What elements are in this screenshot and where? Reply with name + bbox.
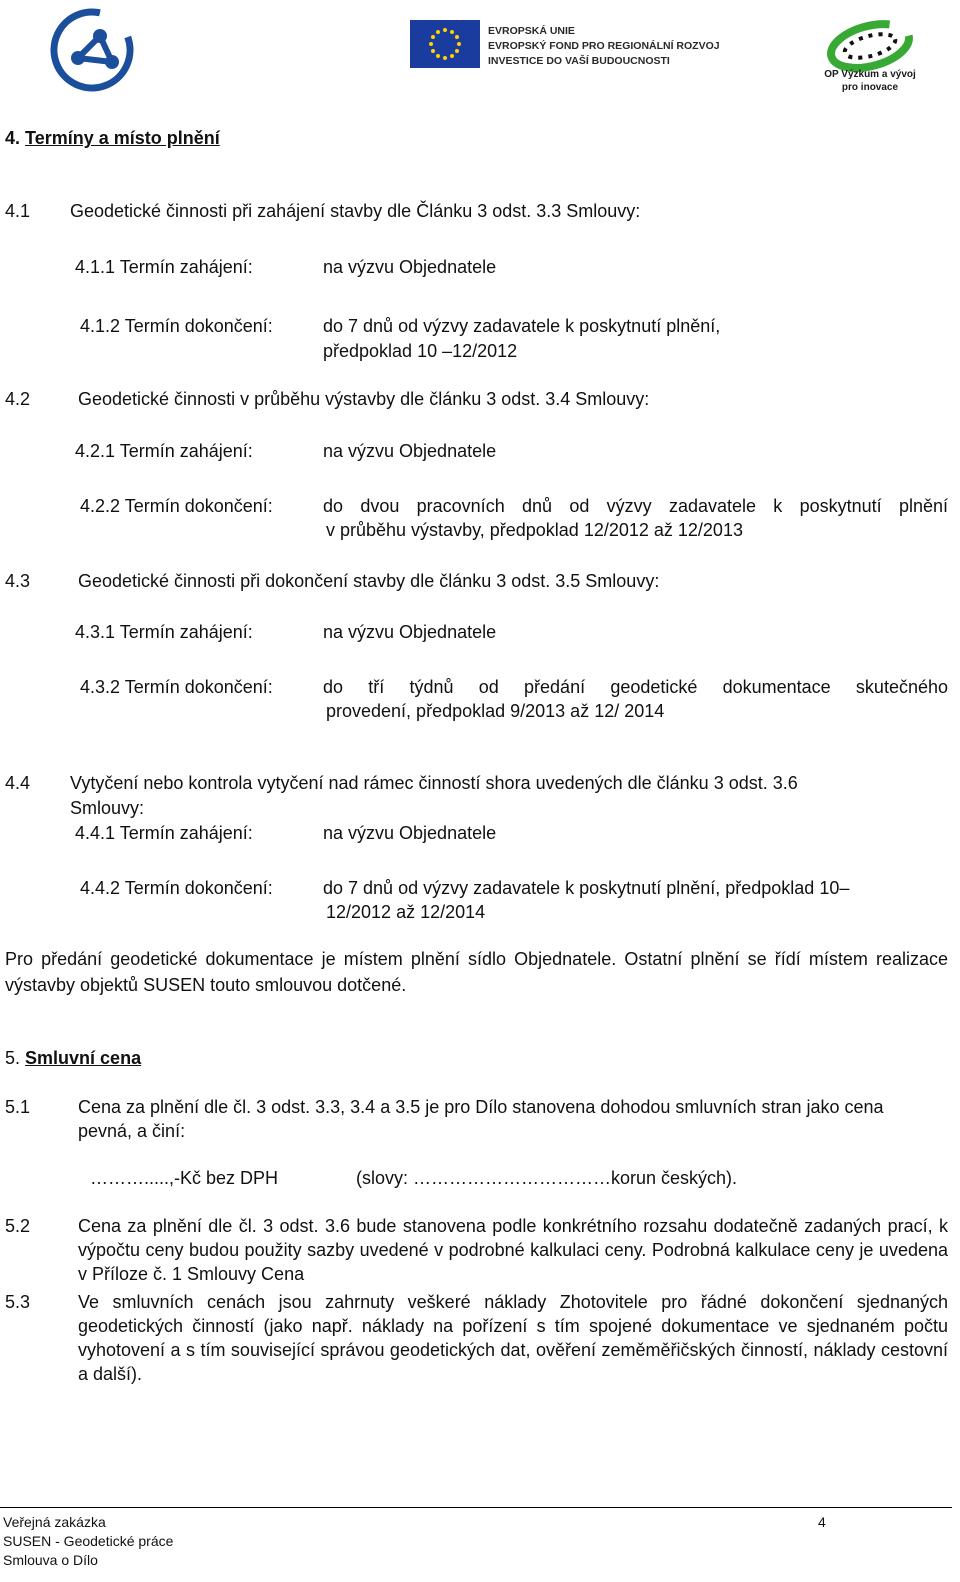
term-label: 4.4.2 Termín dokončení: bbox=[80, 878, 273, 898]
price-amount: ……….....,-Kč bez DPH bbox=[90, 1168, 279, 1188]
op-line: OP Výzkum a vývoj bbox=[824, 69, 916, 80]
place-of-performance: Pro předání geodetické dokumentace je místem plnění sídlo Objednatele. Ostatní plnění se řídí místem realizace výstavby objektů SUSEN touto smlouvou dotčené. bbox=[5, 949, 948, 995]
paragraph-text: Cena za plnění dle čl. 3 odst. 3.6 bude stanovena podle konkrétního rozsahu dodatečně zadaných prací, k výpočtu ceny budou použity sazby uvedené v podrobné kalkulaci ceny. Podrobná kalkulace ceny je uvedena v Příloze č. 1 Smlouvy Cena bbox=[78, 1216, 948, 1284]
op-vav-logo-icon bbox=[820, 14, 920, 74]
term-value: provedení, předpoklad 9/2013 až 12/ 2014 bbox=[326, 701, 665, 721]
term-value: do dvou pracovních dnů od výzvy zadavatele k poskytnutí plnění bbox=[323, 496, 948, 516]
paragraph-text: Geodetické činnosti při zahájení stavby dle Článku 3 odst. 3.3 Smlouvy: bbox=[70, 201, 641, 221]
term-value: do tří týdnů od předání geodetické dokumentace skutečného bbox=[323, 677, 948, 697]
paragraph-text: Cena za plnění dle čl. 3 odst. 3.3, 3.4 a 3.5 je pro Dílo stanovena dohodou smluvních stran jako cena pevná, a činí: bbox=[78, 1097, 884, 1141]
term-value: do 7 dnů od výzvy zadavatele k poskytnutí plnění, předpoklad 10– bbox=[323, 878, 850, 898]
section-title: Smluvní cena bbox=[25, 1048, 142, 1068]
eu-line: EVROPSKÁ UNIE bbox=[488, 25, 575, 37]
term-label: 4.1.1 Termín zahájení: bbox=[75, 257, 253, 277]
paragraph-number: 4.1 bbox=[5, 201, 31, 221]
footer-line: Veřejná zakázka bbox=[3, 1514, 106, 1530]
paragraph-text: Geodetické činnosti v průběhu výstavby dle článku 3 odst. 3.4 Smlouvy: bbox=[78, 389, 650, 409]
term-label: 4.3.2 Termín dokončení: bbox=[80, 677, 273, 697]
paragraph-text: Ve smluvních cenách jsou zahrnuty veškeré náklady Zhotovitele pro řádné dokončení sjednaných geodetických činností (jako např. náklady na pořízení s tím spojené dokumentace ve sjednaném počtu vyhotovení a s tím související správou geodetických dat, ověření zeměměřičských činností, náklady cestovní a další). bbox=[78, 1292, 948, 1384]
paragraph-text: Geodetické činnosti při dokončení stavby dle článku 3 odst. 3.5 Smlouvy: bbox=[78, 571, 660, 591]
term-value: na výzvu Objednatele bbox=[323, 622, 497, 642]
term-label: 4.2.1 Termín zahájení: bbox=[75, 441, 253, 461]
paragraph-number: 4.2 bbox=[5, 389, 31, 409]
price-in-words: (slovy: ……………………………korun českých). bbox=[356, 1168, 738, 1188]
op-text bbox=[814, 68, 926, 94]
eu-line: INVESTICE DO VAŠÍ BUDOUCNOSTI bbox=[488, 55, 670, 67]
section-title: Termíny a místo plnění bbox=[25, 128, 220, 148]
paragraph-text: Vytyčení nebo kontrola vytyčení nad rámec činností shora uvedených dle článku 3 odst. 3.6 bbox=[70, 773, 798, 793]
susen-logo-icon bbox=[48, 6, 136, 94]
term-label: 4.2.2 Termín dokončení: bbox=[80, 496, 273, 516]
footer-divider bbox=[0, 1507, 952, 1508]
eu-line: EVROPSKÝ FOND PRO REGIONÁLNÍ ROZVOJ bbox=[488, 40, 720, 52]
term-value: na výzvu Objednatele bbox=[323, 823, 497, 843]
eu-text bbox=[488, 24, 720, 69]
term-label: 4.3.1 Termín zahájení: bbox=[75, 622, 253, 642]
paragraph-number: 5.3 bbox=[5, 1292, 31, 1312]
eu-flag-icon bbox=[410, 20, 480, 68]
term-value: na výzvu Objednatele bbox=[323, 257, 497, 277]
section-number: 5. bbox=[5, 1048, 21, 1068]
term-value: na výzvu Objednatele bbox=[323, 441, 497, 461]
term-value: v průběhu výstavby, předpoklad 12/2012 až 12/2013 bbox=[326, 520, 743, 540]
paragraph-text: Smlouvy: bbox=[70, 798, 145, 818]
section-heading bbox=[5, 126, 220, 150]
paragraph-number: 4.4 bbox=[5, 773, 31, 793]
page-number: 4 bbox=[818, 1514, 826, 1530]
paragraph-number: 5.2 bbox=[5, 1216, 31, 1236]
op-line: pro inovace bbox=[841, 82, 899, 93]
footer-line: Smlouva o Dílo bbox=[3, 1552, 98, 1568]
paragraph-number: 4.3 bbox=[5, 571, 31, 591]
footer-line: SUSEN - Geodetické práce bbox=[3, 1533, 174, 1549]
section-number: 4. bbox=[5, 128, 21, 148]
term-value: předpoklad 10 –12/2012 bbox=[323, 341, 518, 361]
paragraph-number: 5.1 bbox=[5, 1097, 31, 1117]
section-heading bbox=[5, 1046, 141, 1070]
term-value: do 7 dnů od výzvy zadavatele k poskytnutí plnění, bbox=[323, 316, 721, 336]
term-label: 4.4.1 Termín zahájení: bbox=[75, 823, 253, 843]
term-label: 4.1.2 Termín dokončení: bbox=[80, 316, 273, 336]
term-value: 12/2012 až 12/2014 bbox=[326, 902, 486, 922]
